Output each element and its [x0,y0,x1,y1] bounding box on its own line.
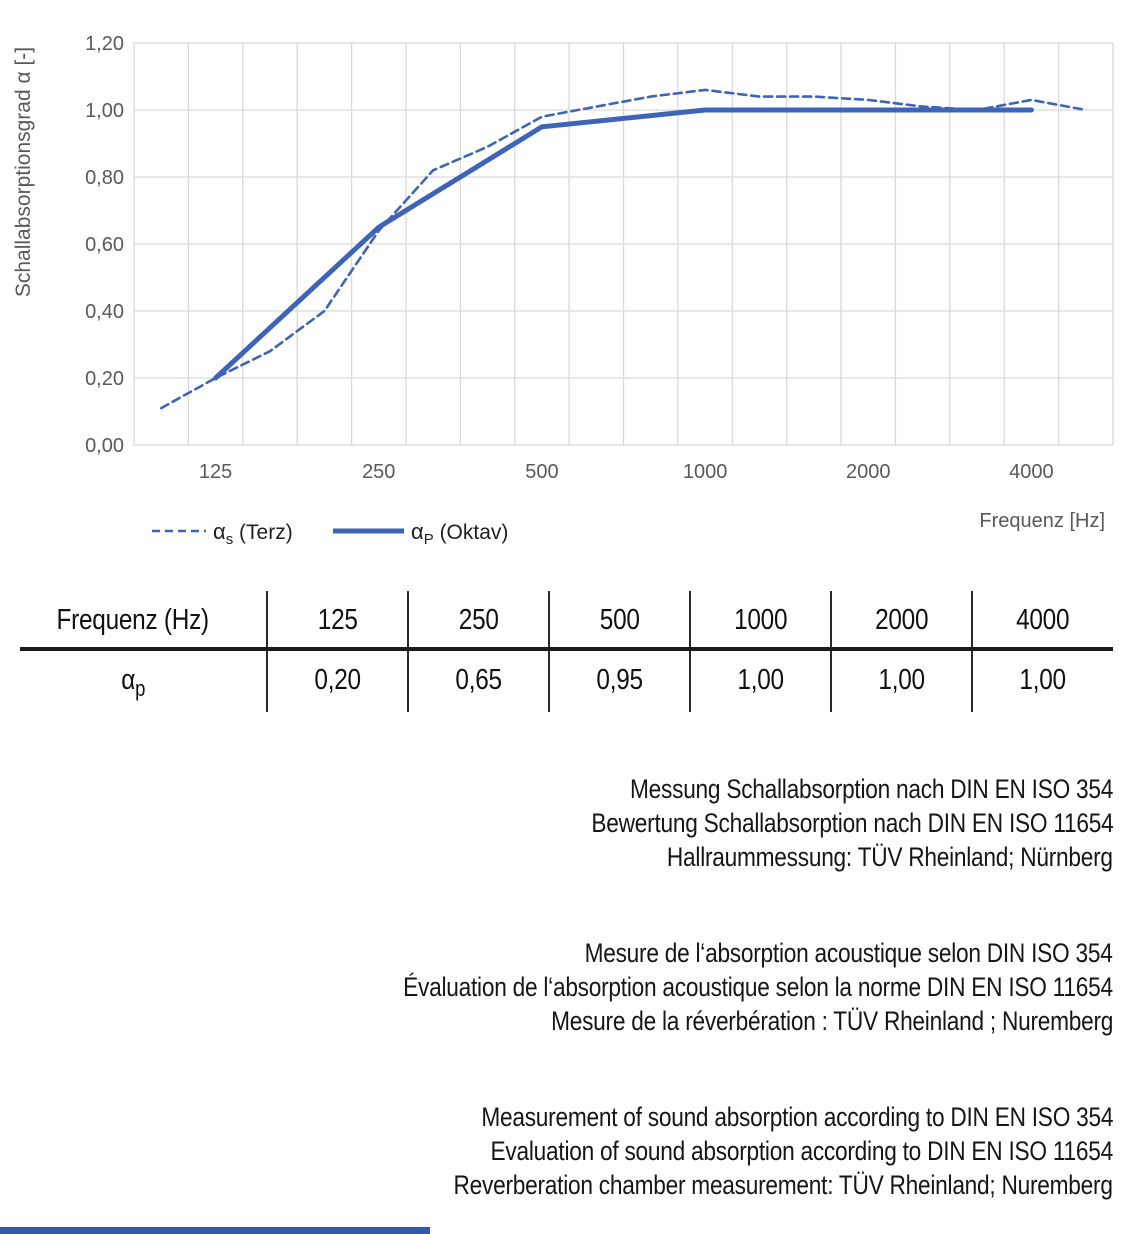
y-tick-label: 1,00 [85,100,124,122]
x-tick-label: 2000 [846,461,891,483]
footer-accent-bar [0,1227,430,1234]
table-header-value: 2000 [830,591,971,649]
table-cell-value: 0,65 [407,649,548,712]
x-tick-label: 250 [362,461,396,483]
x-tick-label: 500 [525,461,559,483]
table-header-frequency: Frequenz (Hz) [56,603,210,636]
y-tick-label: 1,20 [85,33,124,55]
note-line: Hallraummessung: TÜV Rheinland; Nürnberg [667,842,1113,872]
legend-terz-label: $\alpha_s$ (Terz) [213,519,293,548]
absorption-chart [0,0,1135,565]
notes-english [328,1100,1113,1202]
note-line: Messung Schallabsorption nach DIN EN ISO 354 [629,774,1113,804]
note-line: Measurement of sound absorption according to DIN EN ISO 354 [481,1102,1113,1132]
y-tick-label: 0,60 [85,234,124,256]
note-line: Évaluation de l‘absorption acoustique selon la norme DIN EN ISO 11654 [403,972,1113,1002]
absorption-chart-svg [0,0,1135,565]
x-tick-label: 1000 [682,461,728,483]
note-line: Bewertung Schallabsorption nach DIN EN ISO 11654 [590,808,1113,838]
table-header-value: 1000 [689,591,830,649]
note-line: Reverberation chamber measurement: TÜV Rheinland; Nuremberg [453,1170,1113,1200]
y-tick-label: 0,80 [85,167,124,189]
table-header-value: 4000 [971,591,1112,649]
notes-german [492,772,1113,874]
table-header-value: 250 [407,591,548,649]
absorption-table [0,591,1135,712]
table-row-label-alpha-p: $\alpha_p$ [121,664,145,701]
note-line: Mesure de la réverbération : TÜV Rheinland ; Nuremberg [550,1006,1113,1036]
notes-french [268,936,1113,1038]
table-cell-value: 1,00 [689,649,830,712]
x-tick-label: 4000 [1009,461,1054,483]
y-tick-label: 0,20 [85,368,124,390]
table-cell-value: 1,00 [830,649,971,712]
x-tick-label: 125 [198,461,233,483]
note-line: Mesure de l‘absorption acoustique selon DIN ISO 354 [585,938,1113,968]
note-line: Evaluation of sound absorption according to DIN EN ISO 11654 [490,1136,1113,1166]
x-axis-title: Frequenz [Hz] [979,510,1105,532]
y-tick-label: 0,40 [85,301,124,323]
table-cell-value: 1,00 [971,649,1112,712]
y-axis-title: Schallabsorptionsgrad α [-] [12,46,35,298]
table-cell-value: 0,20 [266,649,407,712]
y-tick-label: 0,00 [85,435,124,457]
table-divider-line [20,647,1113,651]
table-cell-value: 0,95 [548,649,689,712]
legend-oktav-label: $\alpha_P$ (Oktav) [411,519,509,548]
table-header-value: 125 [266,591,407,649]
table-header-value: 500 [548,591,689,649]
